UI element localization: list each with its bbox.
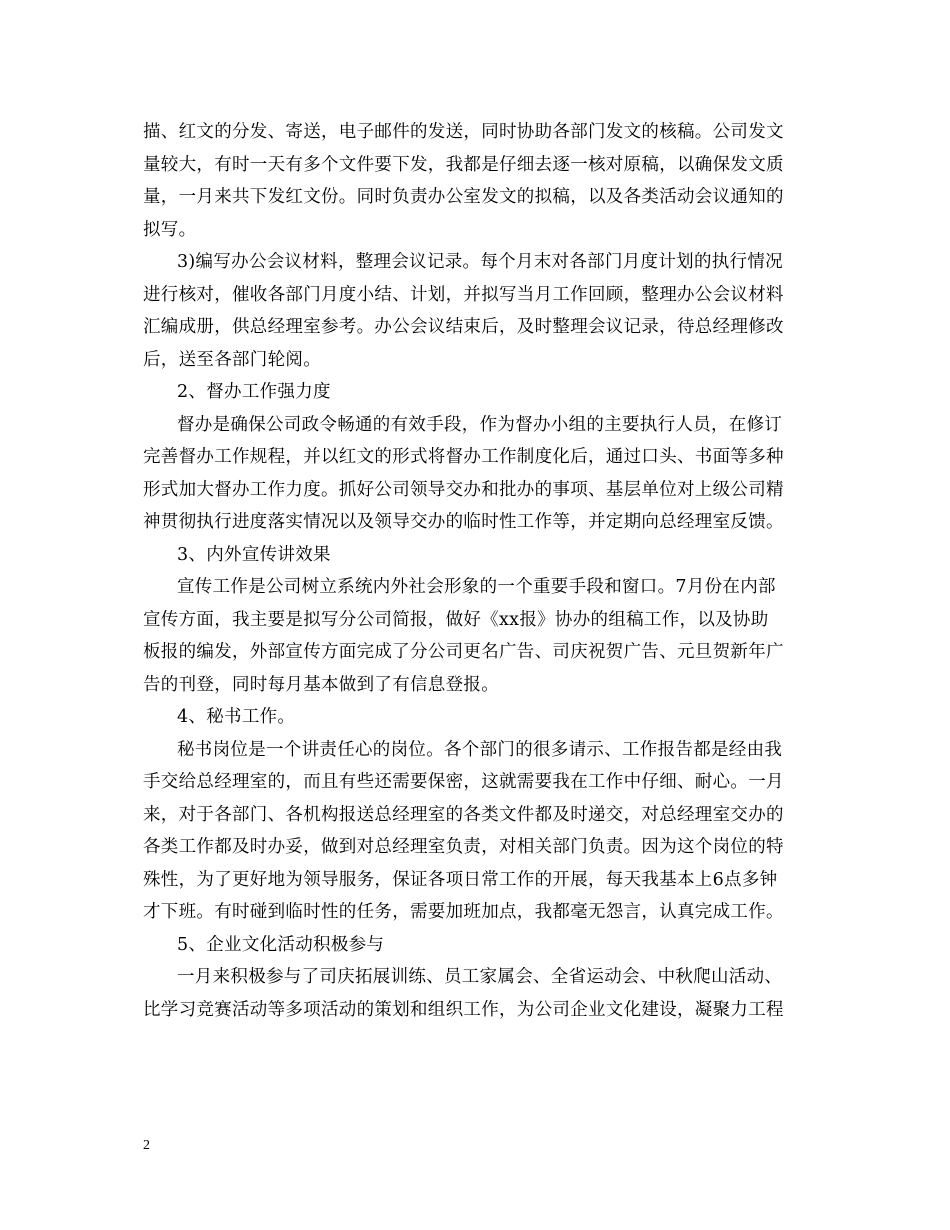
text-line: 手交给总经理室的，而且有些还需要保密，这就需要我在工作中仔细、耐心。一月 [143, 772, 784, 792]
text-line: 比学习竞赛活动等多项活动的策划和组织工作，为公司企业文化建设，凝聚力工程 [143, 999, 784, 1020]
section-heading: 3、内外宣传讲效果 [177, 544, 331, 565]
page-number: 2 [143, 1138, 150, 1153]
text-line: 后，送至各部门轮阅。 [143, 349, 321, 370]
text-line: 督办是确保公司政令畅通的有效手段，作为督办小组的主要执行人员，在修订 [177, 414, 783, 435]
text-line: 秘书岗位是一个讲责任心的岗位。各个部门的很多请示、工作报告都是经由我 [177, 739, 783, 760]
text-line: 板报的编发，外部宣传方面完成了分公司更名广告、司庆祝贺广告、元旦贺新年广 [143, 642, 784, 662]
text-line: 量，一月来共下发红文份。同时负责办公室发文的拟稿，以及各类活动会议通知的 [143, 187, 784, 207]
text-line: 来，对于各部门、各机构报送总经理室的各类文件都及时递交，对总经理室交办的 [143, 804, 784, 825]
section-heading: 4、秘书工作。 [177, 707, 296, 727]
text-line: 进行核对，催收各部门月度小结、计划，并拟写当月工作回顾，整理办公会议材料 [143, 284, 784, 305]
section-heading: 2、督办工作强力度 [177, 382, 331, 402]
text-line: 才下班。有时碰到临时性的任务，需要加班加点，我都毫无怨言，认真完成工作。 [143, 902, 784, 922]
text-line: 拟写。 [143, 219, 197, 240]
body-text [143, 116, 813, 1026]
text-line: 宣传工作是公司树立系统内外社会形象的一个重要手段和窗口。7月份在内部 [177, 577, 776, 597]
text-line: 完善督办工作规程，并以红文的形式将督办工作制度化后，通过口头、书面等多种 [143, 447, 784, 467]
document-body [143, 116, 813, 1026]
text-line: 宣传方面，我主要是拟写分公司简报，做好《xx报》协办的组稿工作，以及协助 [143, 609, 769, 630]
text-line: 汇编成册，供总经理室参考。办公会议结束后，及时整理会议记录，待总经理修改 [143, 317, 784, 337]
text-line: 描、红文的分发、寄送，电子邮件的发送，同时协助各部门发文的核稿。公司发文 [143, 122, 784, 142]
text-line: 一月来积极参与了司庆拓展训练、员工家属会、全省运动会、中秋爬山活动、 [177, 967, 783, 987]
text-line: 3)编写办公会议材料，整理会议记录。每个月末对各部门月度计划的执行情况 [177, 252, 783, 272]
text-line: 形式加大督办工作力度。抓好公司领导交办和批办的事项、基层单位对上级公司精 [143, 479, 784, 500]
section-heading: 5、企业文化活动积极参与 [177, 934, 385, 955]
text-line: 神贯彻执行进度落实情况以及领导交办的临时性工作等，并定期向总经理室反馈。 [143, 512, 784, 532]
text-line: 殊性，为了更好地为领导服务，保证各项日常工作的开展，每天我基本上6点多钟 [143, 869, 778, 890]
text-line: 量较大，有时一天有多个文件要下发，我都是仔细去逐一核对原稿，以确保发文质 [143, 154, 784, 175]
text-line: 告的刊登，同时每月基本做到了有信息登报。 [143, 674, 499, 695]
text-line: 各类工作都及时办妥，做到对总经理室负责，对相关部门负责。因为这个岗位的特 [143, 837, 784, 857]
